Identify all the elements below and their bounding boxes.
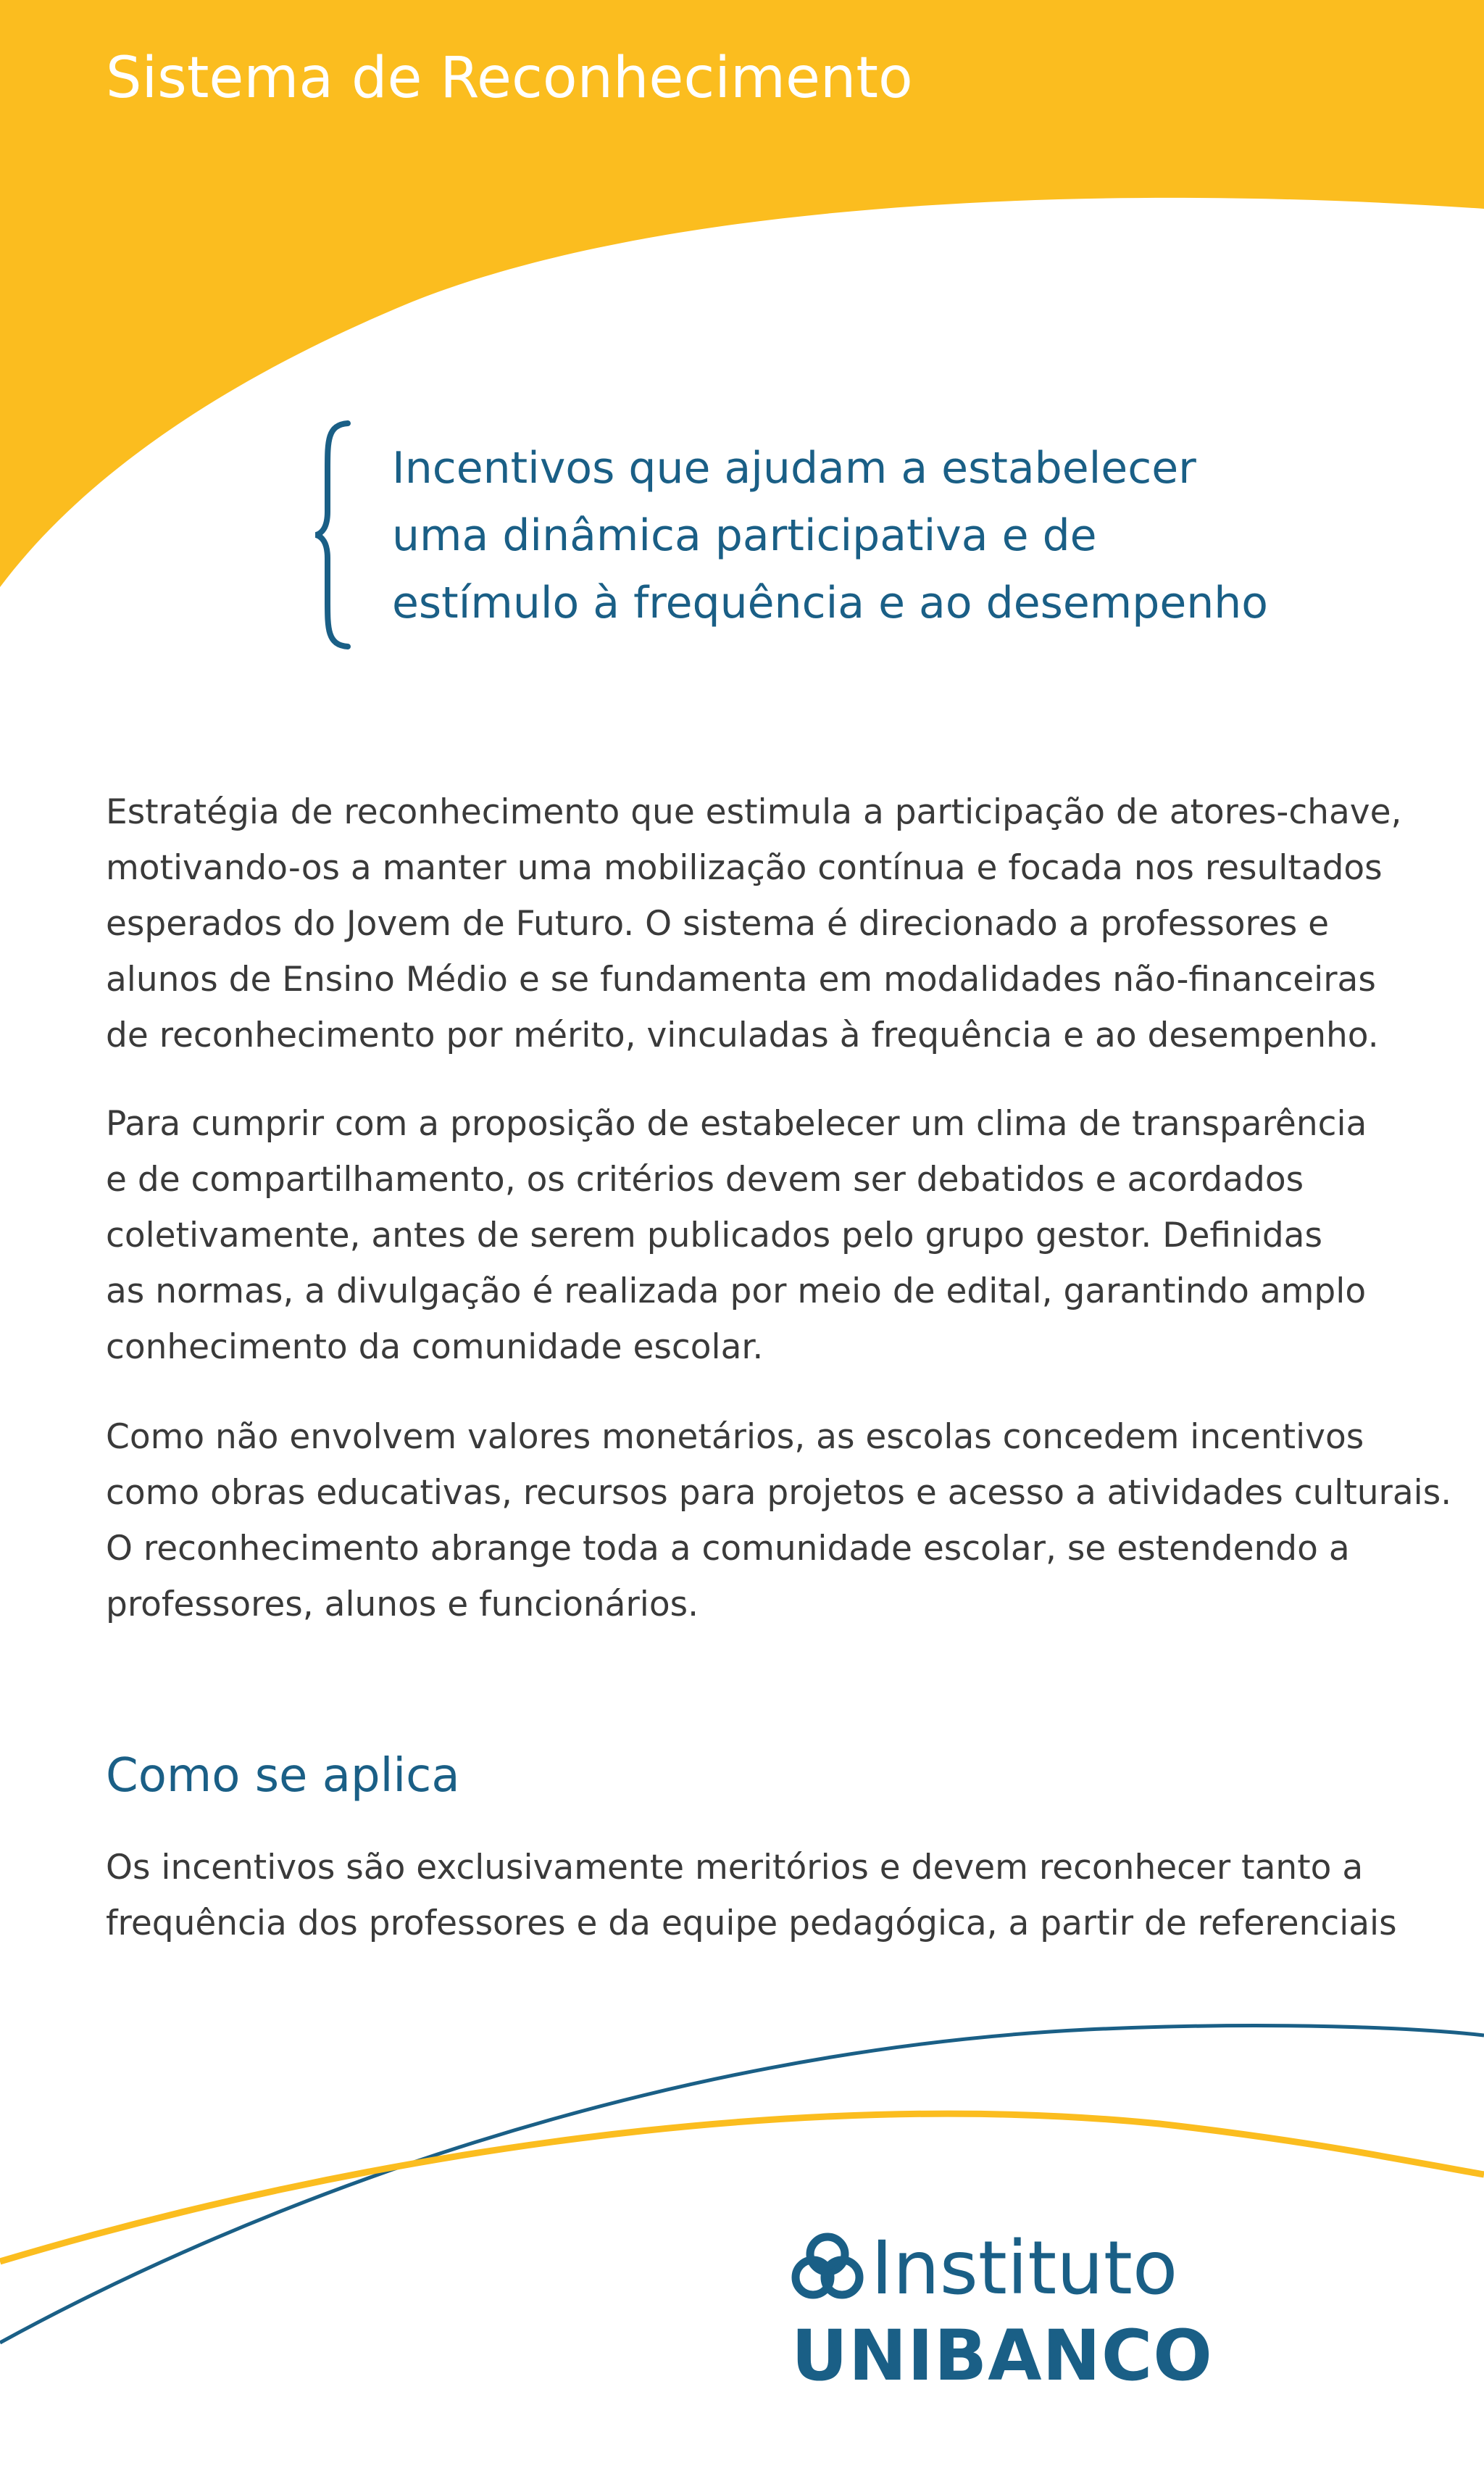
paragraph-line: e de compartilhamento, os critérios devem ser debatidos e acordados xyxy=(106,1160,1304,1200)
paragraph-line: Os incentivos são exclusivamente meritórios e devem reconhecer tanto a xyxy=(106,1848,1364,1887)
knot-icon xyxy=(791,2231,864,2304)
paragraph-line: de reconhecimento por mérito, vinculadas à frequência e ao desempenho. xyxy=(106,1016,1379,1055)
paragraph-line: conhecimento da comunidade escolar. xyxy=(106,1327,764,1367)
paragraph-line: professores, alunos e funcionários. xyxy=(106,1585,699,1624)
section-heading: Como se aplica xyxy=(106,1749,460,1803)
section-paragraph xyxy=(106,1840,1454,1951)
page-title: Sistema de Reconhecimento xyxy=(106,46,913,111)
logo-word: Instituto xyxy=(871,2225,1178,2312)
paragraph-line: as normas, a divulgação é realizada por meio de edital, garantindo amplo xyxy=(106,1271,1367,1311)
paragraph-line: esperados do Jovem de Futuro. O sistema é direcionado a professores e xyxy=(106,904,1330,944)
paragraph-line: Como não envolvem valores monetários, as escolas concedem incentivos xyxy=(106,1417,1364,1457)
paragraph-line: frequência dos professores e da equipe pedagógica, a partir de referenciais xyxy=(106,1903,1397,1943)
instituto-unibanco-logo xyxy=(791,2225,1298,2411)
body-paragraph-3 xyxy=(106,1409,1454,1632)
paragraph-line: motivando-os a manter uma mobilização contínua e focada nos resultados xyxy=(106,848,1383,888)
paragraph-line: Para cumprir com a proposição de estabelecer um clima de transparência xyxy=(106,1104,1367,1144)
pull-quote-line: estímulo à frequência e ao desempenho xyxy=(392,578,1268,628)
curly-brace-icon xyxy=(313,419,357,651)
body-paragraph-2 xyxy=(106,1096,1454,1375)
paragraph-line: Estratégia de reconhecimento que estimula a participação de atores-chave, xyxy=(106,792,1402,832)
logo-brand: UNIBANCO xyxy=(791,2315,1213,2396)
pull-quote xyxy=(392,435,1421,637)
pull-quote-line: Incentivos que ajudam a estabelecer xyxy=(392,443,1196,494)
body-paragraph-1 xyxy=(106,784,1454,1063)
paragraph-line: coletivamente, antes de serem publicados pelo grupo gestor. Definidas xyxy=(106,1216,1322,1255)
paragraph-line: alunos de Ensino Médio e se fundamenta em modalidades não-financeiras xyxy=(106,960,1376,1000)
paragraph-line: O reconhecimento abrange toda a comunidade escolar, se estendendo a xyxy=(106,1529,1350,1569)
pull-quote-line: uma dinâmica participativa e de xyxy=(392,510,1097,561)
paragraph-line: como obras educativas, recursos para projetos e acesso a atividades culturais. xyxy=(106,1473,1452,1513)
